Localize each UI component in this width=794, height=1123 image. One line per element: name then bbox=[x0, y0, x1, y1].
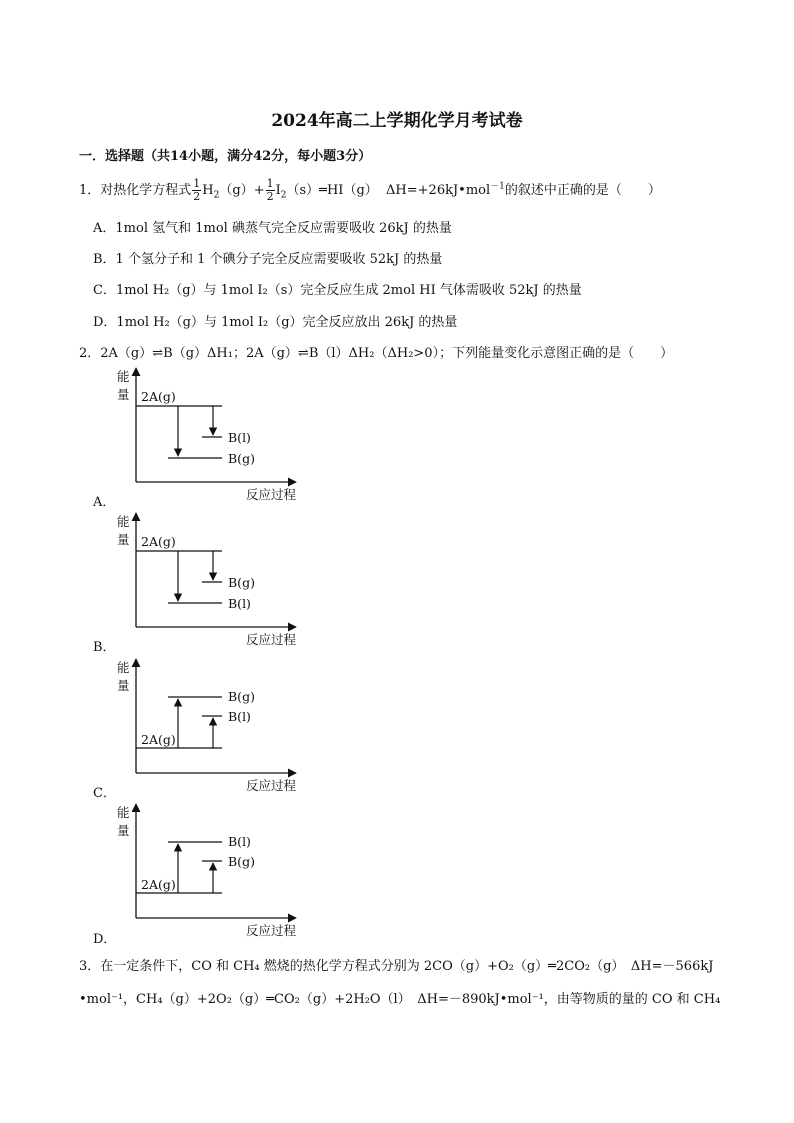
start-label: 2A(g) bbox=[141, 732, 176, 747]
question-1-stem: 1．对热化学方程式 $\frac{1}{2}$ $H_2(g)+$ $\frac{1}{2}$ $I_2(s)═HI(g)$ ΔH=+26kJ•mol$^{-1}$的叙述中正确的是（ ） bbox=[79, 177, 661, 203]
q2-option-a-label[interactable]: A． bbox=[93, 495, 116, 510]
lower-level-label: B(l) bbox=[228, 709, 251, 724]
start-label: 2A(g) bbox=[141, 389, 176, 404]
q2-diagram-c bbox=[100, 657, 320, 793]
upper-level-label: B(g) bbox=[228, 575, 255, 590]
y-axis-label-1: 能 bbox=[117, 805, 130, 820]
y-axis-label-1: 能 bbox=[117, 660, 130, 675]
upper-level-label: B(l) bbox=[228, 834, 251, 849]
x-axis-label: 反应过程 bbox=[246, 632, 297, 647]
q1-prefix: 1．对热化学方程式 bbox=[79, 183, 192, 198]
q1-option-c[interactable]: C．1mol H₂（g）与 1mol I₂（s）完全反应生成 2mol HI 气体需吸收 52kJ 的热量 bbox=[93, 283, 582, 298]
page-title: 2024年高二上学期化学月考试卷 bbox=[271, 111, 523, 131]
y-axis-label-2: 量 bbox=[117, 823, 130, 838]
q1-fraction-1: $\frac{1}{2}$ bbox=[193, 177, 201, 203]
y-axis-label-1: 能 bbox=[117, 514, 130, 529]
y-axis-label-2: 量 bbox=[117, 387, 130, 402]
y-axis-label-1: 能 bbox=[117, 369, 130, 384]
lower-level-label: B(g) bbox=[228, 451, 255, 466]
q2-option-d-label[interactable]: D． bbox=[93, 932, 117, 947]
q1-option-b[interactable]: B．1 个氢分子和 1 个碘分子完全反应需要吸收 52kJ 的热量 bbox=[93, 252, 443, 267]
lower-level-label: B(l) bbox=[228, 596, 251, 611]
q2-diagram-d bbox=[100, 802, 320, 938]
y-axis-label-2: 量 bbox=[117, 532, 130, 547]
q1-option-a[interactable]: A．1mol 氢气和 1mol 碘蒸气完全反应需要吸收 26kJ 的热量 bbox=[93, 221, 452, 236]
question-3-line-1: 3．在一定条件下，CO 和 CH₄ 燃烧的热化学方程式分别为 2CO（g）+O₂（g）═2CO₂（g） ΔH=－566kJ bbox=[79, 959, 714, 974]
x-axis-label: 反应过程 bbox=[246, 487, 297, 502]
q2-diagram-a bbox=[100, 366, 320, 502]
lower-level-label: B(g) bbox=[228, 854, 255, 869]
y-axis-label-2: 量 bbox=[117, 678, 130, 693]
q2-diagram-b bbox=[100, 511, 320, 647]
question-3-line-2: •mol⁻¹，CH₄（g）+2O₂（g）═CO₂（g）+2H₂O（l） ΔH=－890kJ•mol⁻¹，由等物质的量的 CO 和 CH₄ bbox=[79, 992, 721, 1007]
x-axis-label: 反应过程 bbox=[246, 923, 297, 938]
q2-option-c-label[interactable]: C． bbox=[93, 786, 116, 801]
q1-option-d[interactable]: D．1mol H₂（g）与 1mol I₂（g）完全反应放出 26kJ 的热量 bbox=[93, 315, 458, 330]
start-label: 2A(g) bbox=[141, 877, 176, 892]
q1-fraction-2: $\frac{1}{2}$ bbox=[266, 177, 274, 203]
x-axis-label: 反应过程 bbox=[246, 778, 297, 793]
q2-option-b-label[interactable]: B． bbox=[93, 640, 116, 655]
upper-level-label: B(l) bbox=[228, 430, 251, 445]
upper-level-label: B(g) bbox=[228, 689, 255, 704]
start-label: 2A(g) bbox=[141, 534, 176, 549]
question-2-stem: 2．2A（g）⇌B（g）ΔH₁；2A（g）⇌B（l）ΔH₂（ΔH₂>0）；下列能量变化示意图正确的是（ ） bbox=[79, 346, 674, 361]
section-heading: 一．选择题（共14小题，满分42分，每小题3分） bbox=[79, 149, 372, 164]
